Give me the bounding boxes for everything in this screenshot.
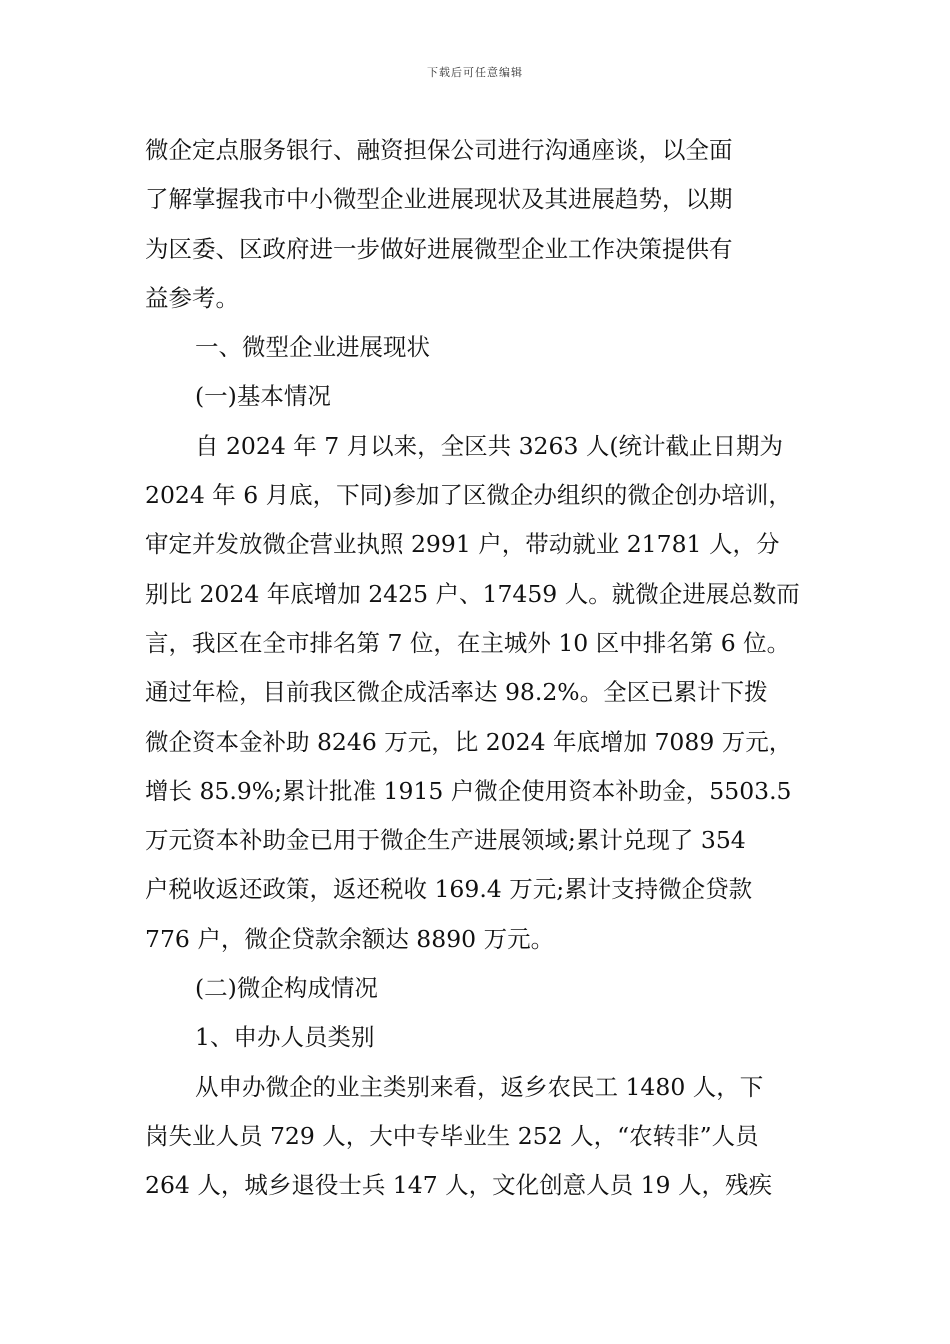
body-text	[145, 126, 825, 1211]
section-heading: 一、微型企业进展现状	[195, 333, 430, 362]
subsection-heading: (二)微企构成情况	[195, 974, 378, 1003]
paragraph-line: 万元资本补助金已用于微企生产进展领域;累计兑现了 354	[145, 826, 746, 855]
paragraph-line: 通过年检，目前我区微企成活率达 98.2%。全区已累计下拨	[145, 678, 768, 707]
paragraph-line: 益参考。	[145, 283, 239, 312]
paragraph-line: 增长 85.9%;累计批准 1915 户微企使用资本补助金，5503.5	[145, 776, 792, 805]
paragraph-line: 审定并发放微企营业执照 2991 户，带动就业 21781 人，分	[145, 530, 780, 559]
paragraph-line: 776 户，微企贷款余额达 8890 万元。	[145, 924, 555, 953]
subsection-heading: (一)基本情况	[195, 382, 331, 411]
header-note: 下载后可任意编辑	[427, 66, 523, 79]
paragraph-line: 言，我区在全市排名第 7 位，在主城外 10 区中排名第 6 位。	[145, 628, 791, 657]
paragraph-line: 别比 2024 年底增加 2425 户、17459 人。就微企进展总数而	[145, 579, 800, 608]
paragraph-line: 为区委、区政府进一步做好进展微型企业工作决策提供有	[145, 234, 733, 263]
paragraph-line: 2024 年 6 月底，下同)参加了区微企办组织的微企创办培训，	[145, 481, 792, 510]
paragraph-line: 从申办微企的业主类别来看，返乡农民工 1480 人，下	[195, 1072, 764, 1101]
paragraph-line: 岗失业人员 729 人，大中专毕业生 252 人，“农转非”人员	[145, 1121, 759, 1150]
item-heading: 1、申办人员类别	[195, 1023, 375, 1052]
paragraph-line: 了解掌握我市中小微型企业进展现状及其进展趋势，以期	[145, 185, 733, 214]
paragraph-line: 264 人，城乡退役士兵 147 人，文化创意人员 19 人，残疾	[145, 1171, 772, 1200]
paragraph-line: 自 2024 年 7 月以来，全区共 3263 人(统计截止日期为	[195, 431, 784, 460]
paragraph-line: 微企资本金补助 8246 万元，比 2024 年底增加 7089 万元，	[145, 727, 793, 756]
paragraph-line: 户税收返还政策，返还税收 169.4 万元;累计支持微企贷款	[145, 875, 753, 904]
paragraph-line: 微企定点服务银行、融资担保公司进行沟通座谈，以全面	[145, 136, 733, 164]
